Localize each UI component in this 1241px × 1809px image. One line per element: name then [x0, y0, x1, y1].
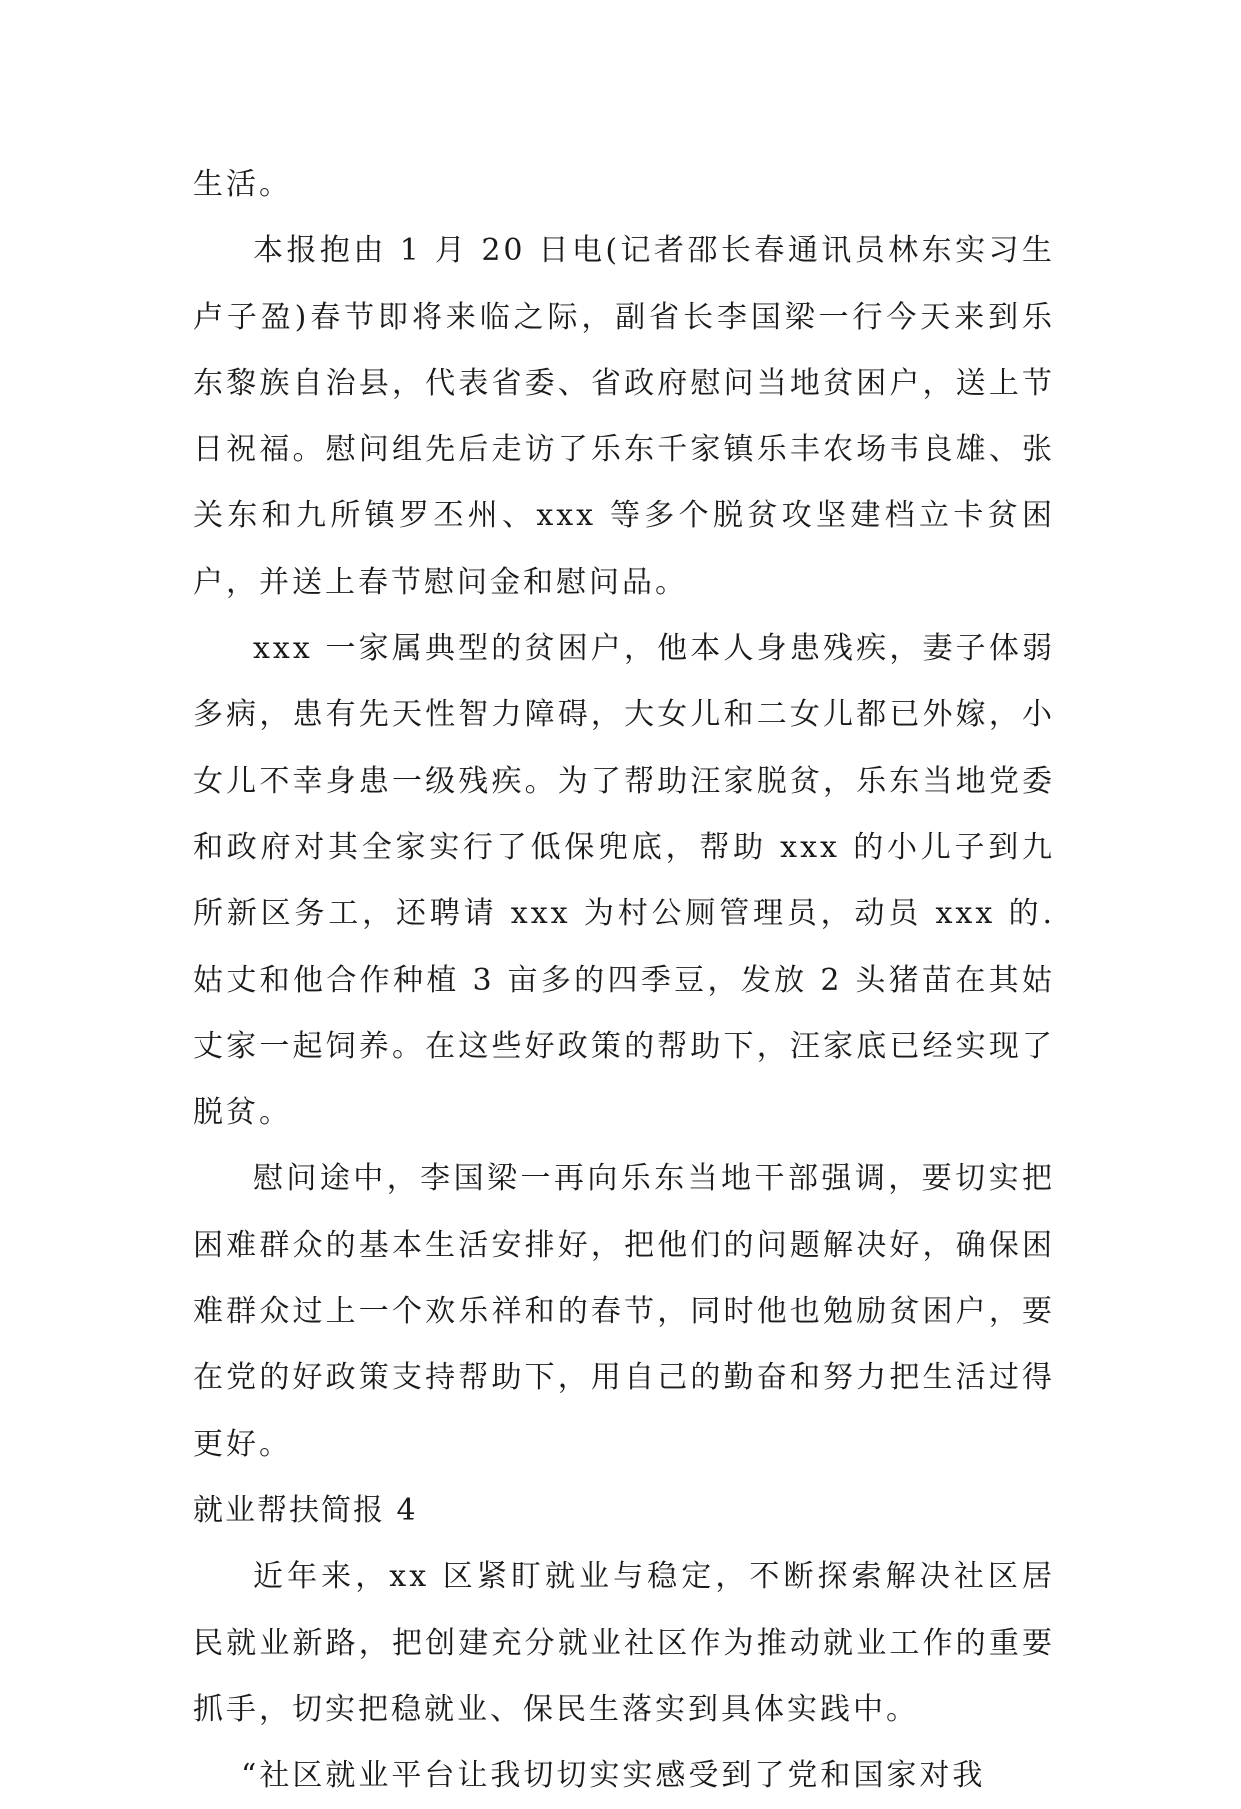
document-page [193, 152, 1055, 1809]
paragraph-employment-intro: 近年来，xx 区紧盯就业与稳定，不断探索解决社区居民就业新路，把创建充分就业社区作为推动就业工作的重要抓手，切实把稳就业、保民生落实到具体实践中。 [193, 1559, 1055, 1727]
paragraph-visit-remarks: 慰问途中，李国梁一再向乐东当地干部强调，要切实把困难群众的基本生活安排好，把他们的问题解决好，确保困难群众过上一个欢乐祥和的春节，同时他也勉励贫困户，要在党的好政策支持帮助下，用自己的勤奋和努力把生活过得更好。 [193, 1161, 1055, 1462]
paragraph-news-report: 本报抱由 1 月 20 日电(记者邵长春通讯员林东实习生卢子盈)春节即将来临之际，副省长李国梁一行今天来到乐东黎族自治县，代表省委、省政府慰问当地贫困户，送上节日祝福。慰问组先后走访了乐东千家镇乐丰农场韦良雄、张关东和九所镇罗丕州、xxx 等多个脱贫攻坚建档立卡贫困户，并送上春节慰问金和慰问品。 [193, 233, 1055, 600]
paragraph-household-story: xxx 一家属典型的贫困户，他本人身患残疾，妻子体弱多病，患有先天性智力障碍，大女儿和二女儿都已外嫁，小女儿不幸身患一级残疾。为了帮助汪家脱贫，乐东当地党委和政府对其全家实行了低保兜底，帮助 xxx 的小儿子到九所新区务工，还聘请 xxx 为村公厕管理员，动员 xxx 的.姑丈和他合作种植 3 亩多的四季豆，发放 2 头猪苗在其姑丈家一起饲养。在这些好政策的帮助下，汪家底已经实现了脱贫。 [193, 631, 1055, 1131]
section-heading: 就业帮扶简报 4 [193, 1492, 418, 1528]
paragraph-continuation: 生活。 [193, 167, 292, 202]
paragraph-quote: “社区就业平台让我切切实实感受到了党和国家对我 [241, 1758, 986, 1794]
